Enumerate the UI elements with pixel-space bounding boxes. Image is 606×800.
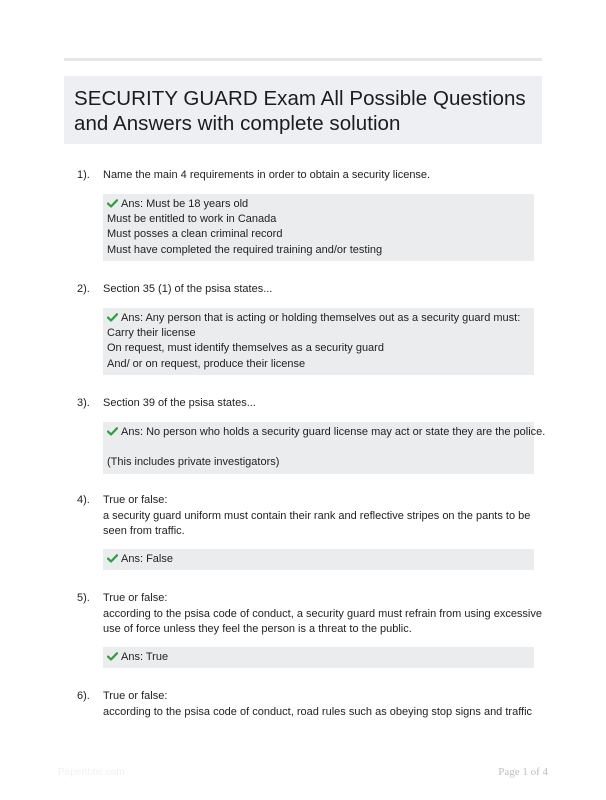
page-number: Page 1 of 4 [498, 766, 548, 778]
question-line: True or false: [103, 592, 168, 604]
answer-line: Must posses a clean criminal record [107, 228, 283, 241]
question-line: use of force unless they feel the person is a threat to the public. [103, 623, 412, 635]
question-number: 5). [77, 592, 90, 604]
question-text [103, 493, 534, 540]
check-icon [107, 427, 118, 436]
question-line: Section 39 of the psisa states... [103, 397, 256, 409]
question-text [103, 591, 542, 638]
answer-line: Ans: No person who holds a security guard license may act or state they are the police. [107, 425, 534, 440]
answer-line: Ans: Must be 18 years old [107, 197, 534, 212]
question-number: 6). [77, 690, 90, 702]
check-icon [107, 554, 118, 563]
question-line: seen from traffic. [103, 525, 185, 537]
answer-line: Must be entitled to work in Canada [107, 213, 277, 226]
question-line: according to the psisa code of conduct, a security guard must refrain from using excessive [103, 607, 542, 620]
answer-line: Ans: True [107, 650, 534, 665]
question-line: True or false: [103, 690, 168, 702]
document-title [74, 86, 532, 136]
answer-box [103, 647, 534, 668]
question-number: 1). [77, 169, 90, 181]
question-line: a security guard uniform must contain their rank and reflective stripes on the pants to be [103, 509, 531, 522]
top-divider [64, 58, 542, 61]
answer-box [103, 194, 534, 261]
title-line-2: and Answers with complete solution [74, 112, 401, 135]
check-icon [107, 199, 118, 208]
answer-line: On request, must identify themselves as a security guard [107, 342, 384, 355]
question-text [103, 168, 534, 184]
answer-box [103, 422, 546, 474]
footer-watermark: Papertbtic.com [58, 767, 125, 778]
check-icon [107, 313, 118, 322]
answer-line: And/ or on request, produce their license [107, 357, 306, 370]
answer-box [103, 549, 534, 570]
check-icon [107, 652, 118, 661]
question-line: Section 35 (1) of the psisa states... [103, 283, 273, 295]
answer-line: Must have completed the required training and/or testing [107, 243, 383, 256]
question-text [103, 689, 534, 720]
answer-line: (This includes private investigators) [107, 456, 280, 469]
title-line-1: SECURITY GUARD Exam All Possible Questions [74, 87, 526, 110]
answer-line: Ans: Any person that is acting or holding themselves out as a security guard must: [107, 311, 534, 326]
answer-line: Ans: False [107, 552, 534, 567]
question-text [103, 396, 534, 412]
answer-line [107, 440, 534, 455]
answer-line: Carry their license [107, 327, 196, 340]
question-text [103, 282, 534, 298]
document-title-block [64, 76, 542, 144]
question-line: according to the psisa code of conduct, road rules such as obeying stop signs and traffic [103, 705, 533, 718]
answer-box [103, 308, 534, 375]
question-number: 2). [77, 283, 90, 295]
question-number: 3). [77, 397, 90, 409]
question-line: Name the main 4 requirements in order to obtain a security license. [103, 169, 431, 181]
question-number: 4). [77, 494, 90, 506]
question-line: True or false: [103, 494, 168, 506]
